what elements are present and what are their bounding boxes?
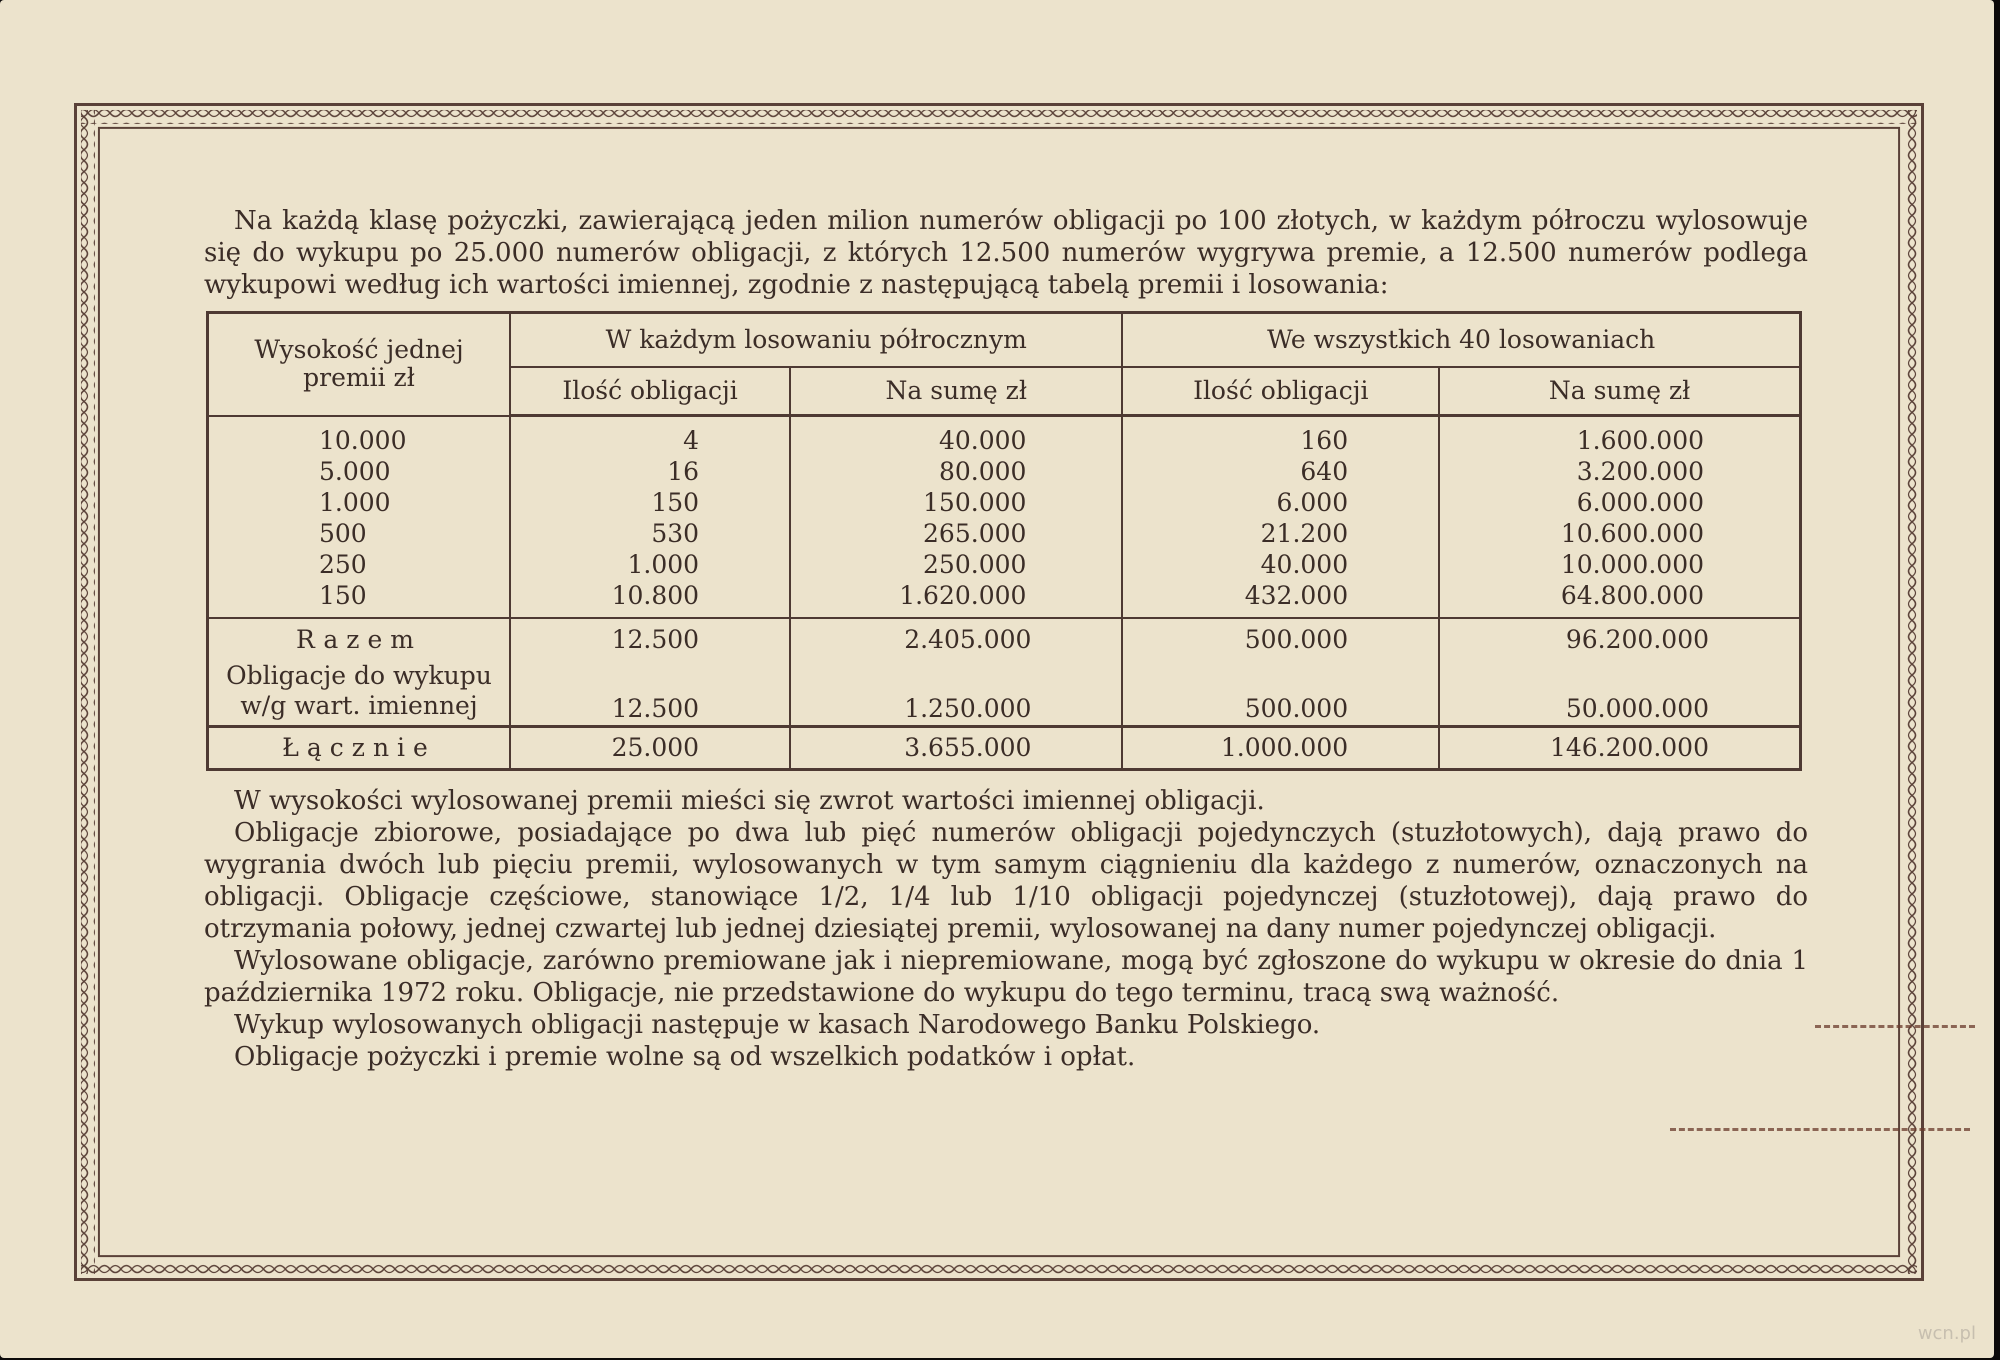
count1-col-cell: 10.800: [611, 581, 700, 610]
prize-table: [206, 311, 1802, 771]
sum2-col-cell: 1.600.000: [1576, 426, 1704, 455]
para-redemption-deadline: Wylosowane obligacje, zarówno premiowane jak i niepremiowane, mogą być zgłoszone do wykupu w okresie do dnia 1 października 1972 roku. Obligacje, nie przedstawione do wykupu do tego terminu, tracą swą ważność.: [204, 946, 1808, 1008]
lacznie-sum2: 146.200.000: [1439, 727, 1800, 770]
count2-col-cell: 6.000: [1276, 488, 1349, 517]
count2-col-cell: 640: [1300, 457, 1349, 486]
premium-col: [208, 416, 511, 619]
sum2-col-cell: 3.200.000: [1576, 457, 1704, 486]
lacznie-label: Łącznie: [208, 727, 511, 770]
premium-col-cell: 1.000: [319, 487, 391, 517]
sum1-col: [790, 416, 1122, 619]
group1-header: W każdym losowaniu półrocznym: [510, 313, 1122, 368]
razem-sum1: 2.405.000: [790, 618, 1122, 661]
count1-col-cell: 1.000: [627, 550, 700, 579]
wykup-label-line1: Obligacje do wykupu: [226, 661, 492, 690]
count1-col-cell: 530: [651, 519, 700, 548]
wykup-sum1: 1.250.000: [790, 661, 1122, 727]
premium-col-cell: 250: [319, 549, 367, 579]
wykup-sum2: 50.000.000: [1439, 661, 1800, 727]
sum2-col-cell: 6.000.000: [1576, 488, 1704, 517]
premium-col-cell: 5.000: [319, 456, 391, 486]
sub-count-2: Ilość obligacji: [1122, 367, 1439, 416]
sub-sum-1: Na sumę zł: [790, 367, 1122, 416]
sum1-col-cell: 1.620.000: [899, 581, 1027, 610]
count2-col: [1122, 416, 1439, 619]
lacznie-count2: 1.000.000: [1122, 727, 1439, 770]
stamp-mark-top: [1815, 1025, 1975, 1028]
razem-sum2: 96.200.000: [1439, 618, 1800, 661]
sum1-col-cell: 250.000: [923, 550, 1027, 579]
sum2-col-cell: 10.000.000: [1560, 550, 1704, 579]
watermark: wcn.pl: [1917, 1323, 1976, 1344]
sum2-col-cell: 64.800.000: [1560, 581, 1704, 610]
wykup-count2: 500.000: [1122, 661, 1439, 727]
bond-text: [204, 205, 1808, 1073]
wykup-label: [208, 661, 511, 727]
count1-col: [510, 416, 790, 619]
count2-col-cell: 21.200: [1260, 519, 1349, 548]
para-redemption-place: Wykup wylosowanych obligacji następuje w kasach Narodowego Banku Polskiego.: [234, 1010, 1321, 1040]
count2-col-cell: 432.000: [1244, 581, 1349, 610]
wykup-label-line2: w/g wart. imiennej: [240, 691, 478, 720]
intro-text: Na każdą klasę pożyczki, zawierającą jeden milion numerów obligacji po 100 złotych, w każdym półroczu wylosowuje się do wykupu po 25.000 numerów obligacji, z których 12.500 numerów wygrywa premie, a 12.500 numerów podlega wykupowi według ich wartości imiennej, zgodnie z następującą tabelą premii i losowania:: [204, 206, 1808, 300]
razem-label: Razem: [208, 618, 511, 661]
count1-col-cell: 150: [651, 488, 700, 517]
stamp-mark-bottom: [1670, 1128, 1970, 1131]
count2-col-cell: 160: [1300, 426, 1349, 455]
col-premium-header: Wysokość jednej premii zł: [208, 313, 511, 416]
sub-sum-2: Na sumę zł: [1439, 367, 1800, 416]
sum2-col: [1439, 416, 1800, 619]
wykup-count1: 12.500: [510, 661, 790, 727]
razem-count2: 500.000: [1122, 618, 1439, 661]
sum1-col-cell: 80.000: [938, 457, 1027, 486]
count1-col-cell: 4: [683, 426, 700, 455]
premium-col-cell: 150: [319, 580, 367, 610]
lacznie-sum1: 3.655.000: [790, 727, 1122, 770]
para-premium-return: W wysokości wylosowanej premii mieści się zwrot wartości imiennej obligacji.: [234, 786, 1265, 816]
premium-col-cell: 500: [319, 518, 367, 548]
count1-col-cell: 16: [667, 457, 700, 486]
para-tax-free: Obligacje pożyczki i premie wolne są od wszelkich podatków i opłat.: [234, 1042, 1136, 1072]
sum1-col-cell: 265.000: [923, 519, 1027, 548]
para-collective-bonds: Obligacje zbiorowe, posiadające po dwa lub pięć numerów obligacji pojedynczych (stuzłotowych), dają prawo do wygrania dwóch lub pięciu premii, wylosowanych w tym samym ciągnieniu dla każdego z numerów, oznaczonych na obligacji. Obligacje częściowe, stanowiące 1/2, 1/4 lub 1/10 obligacji pojedynczej (stuzłotowej), dają prawo do otrzymania połowy, jednej czwartej lub jednej dziesiątej premii, wylosowanej na dany numer pojedynczej obligacji.: [204, 818, 1808, 944]
razem-count1: 12.500: [510, 618, 790, 661]
lacznie-count1: 25.000: [510, 727, 790, 770]
group2-header: We wszystkich 40 losowaniach: [1122, 313, 1800, 368]
sum1-col-cell: 40.000: [938, 426, 1027, 455]
count2-col-cell: 40.000: [1260, 550, 1349, 579]
sub-count-1: Ilość obligacji: [510, 367, 790, 416]
premium-col-cell: 10.000: [319, 425, 407, 455]
sum2-col-cell: 10.600.000: [1560, 519, 1704, 548]
sum1-col-cell: 150.000: [923, 488, 1027, 517]
